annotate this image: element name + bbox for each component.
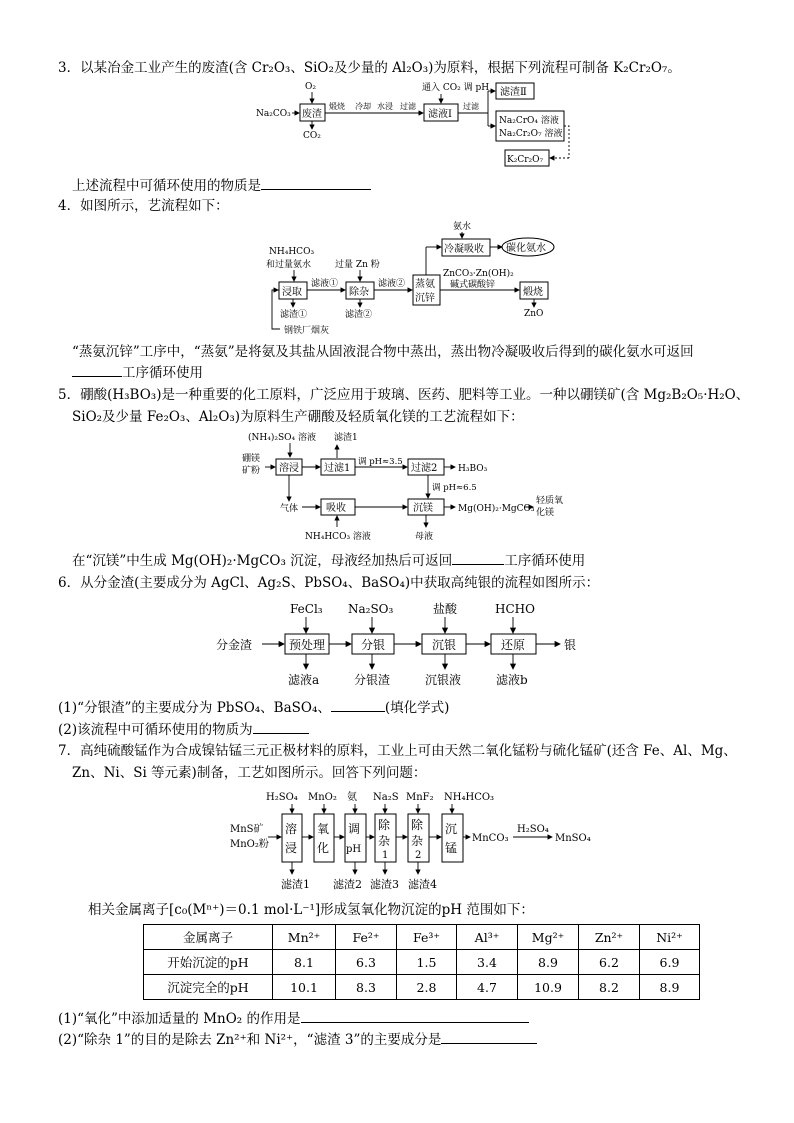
table-cell: 4.7 (457, 975, 518, 1000)
table-cell: 沉淀完全的pH (144, 975, 273, 1000)
table-cell: Mg²⁺ (518, 925, 579, 950)
table-cell: 8.2 (579, 975, 640, 1000)
table-cell: Mn²⁺ (273, 925, 336, 950)
q7-mno2fen: MnO₂粉 (230, 839, 269, 850)
q7-h2so4: H₂SO₄ (266, 792, 298, 803)
q6-sub1-end: (填化学式) (384, 700, 450, 716)
q6-na2so3: Na₂SO₃ (348, 602, 394, 616)
q5-stem2: SiO₂及少量 Fe₂O₃、Al₂O₃)为原料生产硼酸及轻质氧化镁的工艺流程如下： (72, 409, 524, 425)
q5-mgoh: Mg(OH)₂·MgCO₃ (458, 504, 535, 514)
q3-tongru: 通入 CO₂ 调 pH (422, 83, 490, 93)
q5-h3bo3: H₃BO₃ (458, 464, 488, 474)
q3-question-text: 上述流程中可循环使用的物质是 (72, 178, 261, 194)
q7-lz3: 滤渣3 (370, 878, 399, 891)
table-cell: 10.1 (273, 975, 336, 1000)
q3-guolv: 过滤 (400, 102, 416, 111)
q3-na2cro4: Na₂CrO₄ 溶液 (499, 116, 559, 126)
q5-flowchart (0, 427, 794, 552)
q7-rong: 溶 (285, 822, 298, 836)
q5-nh4hco3: NH₄HCO₃ 溶液 (305, 532, 371, 542)
table-cell: 2.8 (397, 975, 457, 1000)
q5-question-end: 工序循环使用 (504, 553, 586, 569)
q6-sub2-text: (2)该流程中可循环使用的物质为 (58, 722, 253, 738)
q6-sub1-text: (1)“分银渣”的主要成分为 PbSO₄、BaSO₄、 (58, 700, 331, 716)
q4-tanhua: 碳化氨水 (506, 243, 546, 254)
q6-yansuan: 盐酸 (433, 602, 458, 616)
table-cell: Zn²⁺ (579, 925, 640, 950)
q5-pengmei1: 硼镁 (242, 454, 261, 464)
q5-xishou: 吸收 (326, 503, 346, 514)
q4-lengning: 冷凝吸收 (444, 244, 484, 255)
q7-stem2: Zn、Ni、Si 等元素)制备，工艺如图所示。回答下列问题： (72, 765, 427, 781)
q3-guolv2: 过滤 (463, 102, 479, 111)
q4-znco3: ZnCO₃·Zn(OH)₂ (443, 269, 514, 279)
q7-table-caption: 相关金属离子[c₀(Mⁿ⁺)＝0.1 mol·L⁻¹]形成氢氧化物沉淀的pH 范围如下： (88, 902, 534, 918)
table-cell: 6.2 (579, 950, 640, 975)
q5-muye: 母液 (415, 532, 434, 542)
q4-chuza: 除杂 (349, 287, 369, 298)
q4-zno: ZnO (524, 309, 544, 319)
q7-lz4: 滤渣4 (408, 878, 437, 891)
q5-guolv2: 过滤2 (411, 463, 438, 474)
q7-sub2-text: (2)“除杂 1”的目的是除去 Zn²⁺和 Ni²⁺，“滤渣 3”的主要成分是 (58, 1032, 442, 1048)
q6-yin: 银 (564, 638, 577, 652)
q5-qingzhi1: 轻质氧 (536, 496, 564, 506)
table-cell: 6.3 (336, 950, 397, 975)
table-header-row (144, 925, 700, 950)
q3-co2: CO₂ (303, 131, 321, 141)
q5-tiaoph2: 调 pH≈6.5 (432, 483, 477, 493)
q3-shuijin: 水浸 (377, 102, 393, 111)
q5-tiaoph1: 调 pH≈3.5 (358, 457, 403, 467)
q6-huanyuan: 还原 (501, 638, 526, 652)
table-cell: 金属离子 (144, 925, 273, 950)
q6-chenyin: 沉银 (432, 638, 457, 652)
q3-feizha: 废渣 (302, 109, 322, 120)
table-cell: Al³⁺ (457, 925, 518, 950)
q5-qingzhi2: 化镁 (536, 508, 555, 518)
q3-lengque: 冷却 (355, 102, 371, 111)
q6-sub2 (58, 719, 754, 739)
q4-nh4hco3: NH₄HCO₃ (269, 247, 315, 257)
q7-stem1: 7．高纯硫酸锰作为合成镍钴锰三元正极材料的原料，工业上可由天然二氧化锰粉与硫化锰矿(还含 Fe、Al、Mg、 (58, 743, 737, 759)
q7-lz1: 滤渣1 (281, 878, 310, 891)
q3-k2cr2o7: K₂Cr₂O₇ (507, 155, 544, 165)
q7-sub1-text: (1)“氧化”中添加适量的 MnO₂ 的作用是 (58, 1011, 301, 1027)
table-cell: Fe³⁺ (397, 925, 457, 950)
q3-answer-blank[interactable] (261, 175, 371, 190)
table-cell: 8.3 (336, 975, 397, 1000)
q5-lvzha1: 滤渣1 (334, 433, 358, 443)
q5-question-text: 在“沉镁”中生成 Mg(OH)₂·MgCO₃ 沉淀，母液经加热后可返回 (72, 553, 453, 569)
q6-flowchart (0, 597, 794, 692)
q5-pengmei2: 矿粉 (242, 466, 261, 476)
q4-jianshi: 碱式碳酸锌 (450, 280, 496, 290)
q6-fecl3: FeCl₃ (290, 602, 323, 616)
q4-flowchart (0, 217, 794, 342)
q7-mnf2: MnF₂ (406, 792, 434, 803)
q4-para2: 工序循环使用 (122, 365, 203, 381)
q7-na2s: Na₂S (373, 792, 399, 803)
q7-mno2: MnO₂ (308, 792, 337, 803)
q7-an: 氨 (347, 792, 357, 803)
q3-duanshao: 煅烧 (329, 102, 345, 111)
q5-nh42so4: (NH₄)₂SO₄ 溶液 (248, 433, 316, 443)
table-cell: 6.9 (640, 950, 700, 975)
q7-chu2: 除 (411, 818, 424, 832)
q4-para2-line (72, 362, 754, 382)
q7-tiao: 调 (348, 822, 361, 836)
q7-za1: 杂 (378, 834, 391, 848)
q7-h2so4b: H₂SO₄ (517, 824, 549, 835)
q7-n2: 2 (415, 850, 422, 861)
q7-jin: 浸 (285, 841, 298, 855)
q7-meng: 锰 (445, 841, 458, 855)
q4-guoliangzn: 过量 Zn 粉 (335, 260, 380, 270)
q7-sub2-blank[interactable] (441, 1029, 537, 1044)
q4-stem: 4．如图所示，艺流程如下： (58, 198, 229, 214)
table-cell: 8.1 (273, 950, 336, 975)
q6-hcho: HCHO (495, 602, 535, 616)
q6-stem: 6．从分金渣(主要成分为 AgCl、Ag₂S、PbSO₄、BaSO₄)中获取高纯银的流程如图所示： (58, 575, 600, 591)
q6-lvyeb: 滤液b (496, 673, 528, 687)
q7-ph: pH (346, 844, 362, 855)
q7-lz2: 滤渣2 (333, 878, 362, 891)
q7-flowchart (0, 784, 794, 899)
table-row (144, 950, 700, 975)
q7-nh4hco3: NH₄HCO₃ (444, 792, 495, 803)
q6-chenyinye: 沉银液 (425, 673, 462, 687)
q4-zhengan1: 蒸氨 (415, 279, 435, 290)
q7-sub2 (58, 1029, 754, 1049)
q4-guoliang: 和过量氨水 (266, 260, 312, 270)
q7-mnskuang: MnS矿 (230, 824, 264, 835)
q4-answer-blank[interactable] (72, 362, 122, 377)
q3-na2cr2o7: Na₂Cr₂O₇ 溶液 (499, 129, 563, 139)
table-cell: 3.4 (457, 950, 518, 975)
q7-za2: 杂 (411, 834, 424, 848)
q6-fenjinzha: 分金渣 (216, 638, 253, 652)
table-row (144, 975, 700, 1000)
q3-lvye1: 滤液Ⅰ (428, 109, 452, 120)
q7-hua: 化 (317, 841, 330, 855)
q4-gangtie: 钢铁厂烟灰 (284, 326, 330, 336)
q7-chu1: 除 (378, 818, 391, 832)
q4-lvye1: 滤液① (311, 279, 339, 289)
q6-fenyin: 分银 (361, 638, 386, 652)
q7-mnco3: MnCO₃ (472, 833, 509, 844)
q4-para1: “蒸氨沉锌”工序中，“蒸氨”是将氨及其盐从固液混合物中蒸出，蒸出物冷凝吸收后得到的碳化氨水可返回 (72, 344, 694, 360)
table-cell: 1.5 (397, 950, 457, 975)
q7-ph-table (143, 924, 700, 1000)
q7-n1: 1 (382, 850, 389, 861)
q4-jinqu: 浸取 (282, 287, 302, 298)
q5-rongjin: 溶浸 (279, 463, 299, 474)
q6-lvyea: 滤液a (288, 673, 320, 687)
table-cell: 8.9 (640, 975, 700, 1000)
q3-question (72, 175, 754, 195)
q6-yuchuli: 预处理 (289, 638, 326, 652)
q6-fenyinzha: 分银渣 (354, 673, 391, 687)
q3-na2co3: Na₂CO₃ (256, 109, 291, 119)
q4-lvzha1: 滤渣① (280, 310, 308, 320)
q5-question (72, 550, 754, 570)
table-cell: 8.9 (518, 950, 579, 975)
q5-chenmei: 沉镁 (413, 503, 433, 514)
q4-lvye2: 滤液② (378, 279, 406, 289)
q7-mnso4: MnSO₄ (555, 833, 591, 844)
q7-chen: 沉 (445, 822, 458, 836)
table-cell: 开始沉淀的pH (144, 950, 273, 975)
q7-sub1 (58, 1008, 754, 1028)
q4-duanshao: 煅烧 (523, 287, 543, 298)
q5-guolv1: 过滤1 (324, 463, 351, 474)
q4-anshui: 氨水 (453, 222, 472, 232)
q7-sub1-blank[interactable] (301, 1008, 529, 1023)
q3-stem: 3．以某冶金工业产生的废渣(含 Cr₂O₃、SiO₂及少量的 Al₂O₃)为原料，根据下列流程可制备 K₂Cr₂O₇。 (58, 60, 681, 76)
q5-qiti: 气体 (280, 504, 299, 514)
q6-sub1 (58, 697, 754, 717)
q7-yang: 氧 (317, 822, 330, 836)
q4-zhengan2: 沉锌 (415, 293, 435, 304)
q6-sub2-blank[interactable] (253, 719, 309, 734)
q6-sub1-blank[interactable] (331, 697, 385, 712)
table-cell: Ni²⁺ (640, 925, 700, 950)
q3-flowchart (0, 78, 794, 173)
q3-o2: O₂ (305, 82, 316, 92)
table-cell: Fe²⁺ (336, 925, 397, 950)
q4-lvzha2: 滤渣② (345, 310, 373, 320)
table-cell: 10.9 (518, 975, 579, 1000)
q3-lvzha2: 滤渣Ⅱ (500, 87, 527, 98)
q5-answer-blank[interactable] (452, 550, 504, 565)
q5-stem1: 5．硼酸(H₃BO₃)是一种重要的化工原料，广泛应用于玻璃、医药、肥料等工业。一种以硼镁矿(含 Mg₂B₂O₅·H₂O、 (58, 387, 750, 403)
